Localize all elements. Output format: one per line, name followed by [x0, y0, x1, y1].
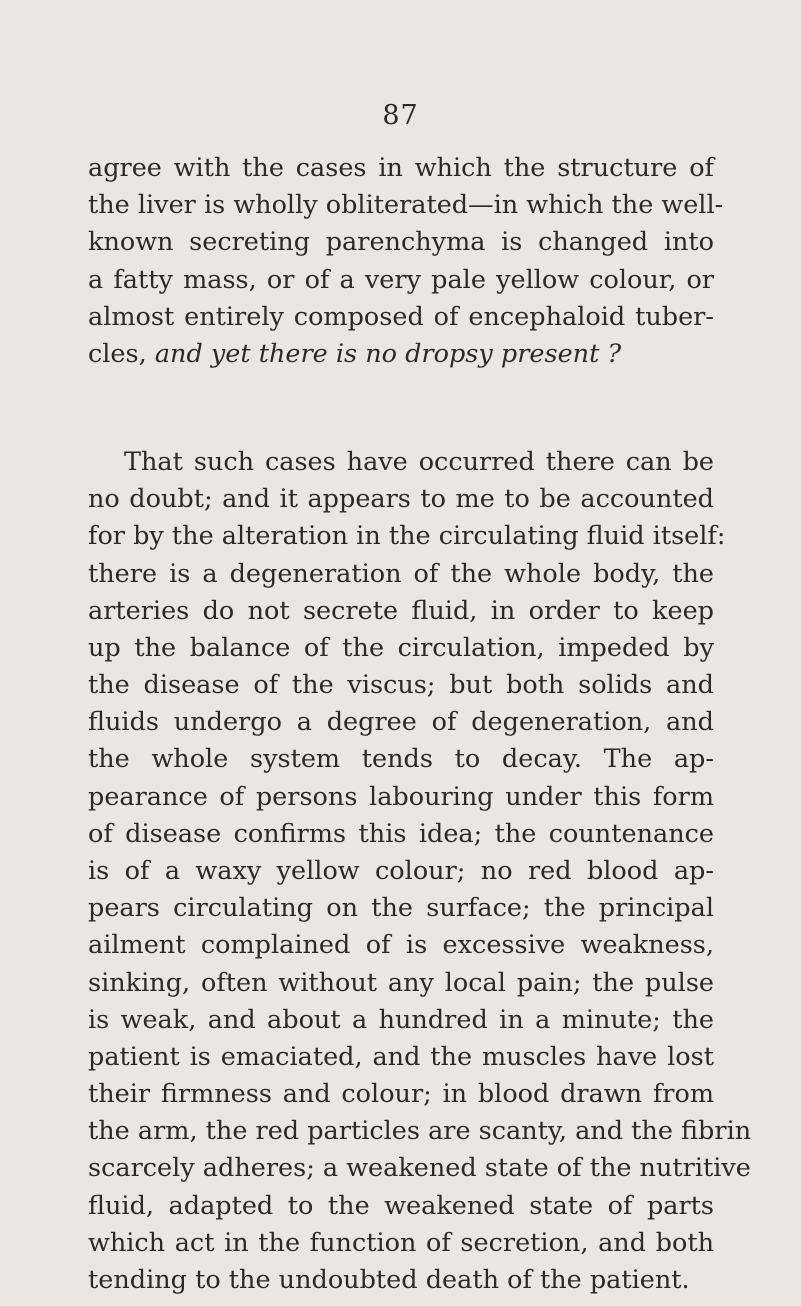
- text-line: almost entirely composed of encephaloid tuber-: [88, 301, 714, 332]
- text-line: scarcely adheres; a weakened state of the nutritive: [88, 1153, 751, 1184]
- text-line: is of a waxy yellow colour; no red blood ap-: [88, 856, 714, 886]
- text-line: there is a degeneration of the whole body, the: [88, 558, 714, 589]
- text-line: the disease of the viscus; but both solids and: [88, 670, 714, 701]
- text-line: sinking, often without any local pain; the pulse: [88, 967, 714, 998]
- text-line: ailment complained of is excessive weakness,: [88, 930, 714, 961]
- text-line: agree with the cases in which the structure of: [88, 153, 714, 183]
- text-line: the liver is wholly obliterated—in which the well-: [88, 190, 724, 221]
- text-line: tending to the undoubted death of the patient.: [88, 1265, 690, 1295]
- text-line: is weak, and about a hundred in a minute; the: [88, 1004, 714, 1035]
- text-line: fluids undergo a degree of degeneration, and: [88, 707, 714, 738]
- text-line: the whole system tends to decay. The ap-: [88, 744, 714, 775]
- text-line: [88, 336, 714, 372]
- text-line: the arm, the red particles are scanty, and the fibrin: [88, 1116, 752, 1147]
- text-line-italic: and yet there is no dropsy present ?: [154, 338, 622, 369]
- text-line: a fatty mass, or of a very pale yellow colour, or: [88, 264, 714, 295]
- text-line: patient is emaciated, and the muscles have lost: [88, 1041, 714, 1072]
- page-number: 87: [382, 100, 419, 131]
- text-line: That such cases have occurred there can be: [124, 447, 714, 477]
- text-line: fluid, adapted to the weakened state of parts: [88, 1190, 714, 1221]
- text-line: for by the alteration in the circulating fluid itself:: [88, 521, 726, 552]
- text-line: which act in the function of secretion, and both: [88, 1227, 714, 1258]
- text-line-roman: cles,: [88, 338, 155, 369]
- text-line: pears circulating on the surface; the principal: [88, 893, 714, 924]
- text-line: arteries do not secrete fluid, in order to keep: [88, 595, 714, 626]
- text-line: no doubt; and it appears to me to be accounted: [88, 484, 714, 515]
- text-line: up the balance of the circulation, impeded by: [88, 632, 714, 663]
- text-line: their firmness and colour; in blood drawn from: [88, 1079, 714, 1110]
- text-line: pearance of persons labouring under this form: [88, 781, 714, 812]
- text-line: known secreting parenchyma is changed into: [88, 227, 714, 258]
- text-line: of disease confirms this idea; the countenance: [88, 818, 714, 849]
